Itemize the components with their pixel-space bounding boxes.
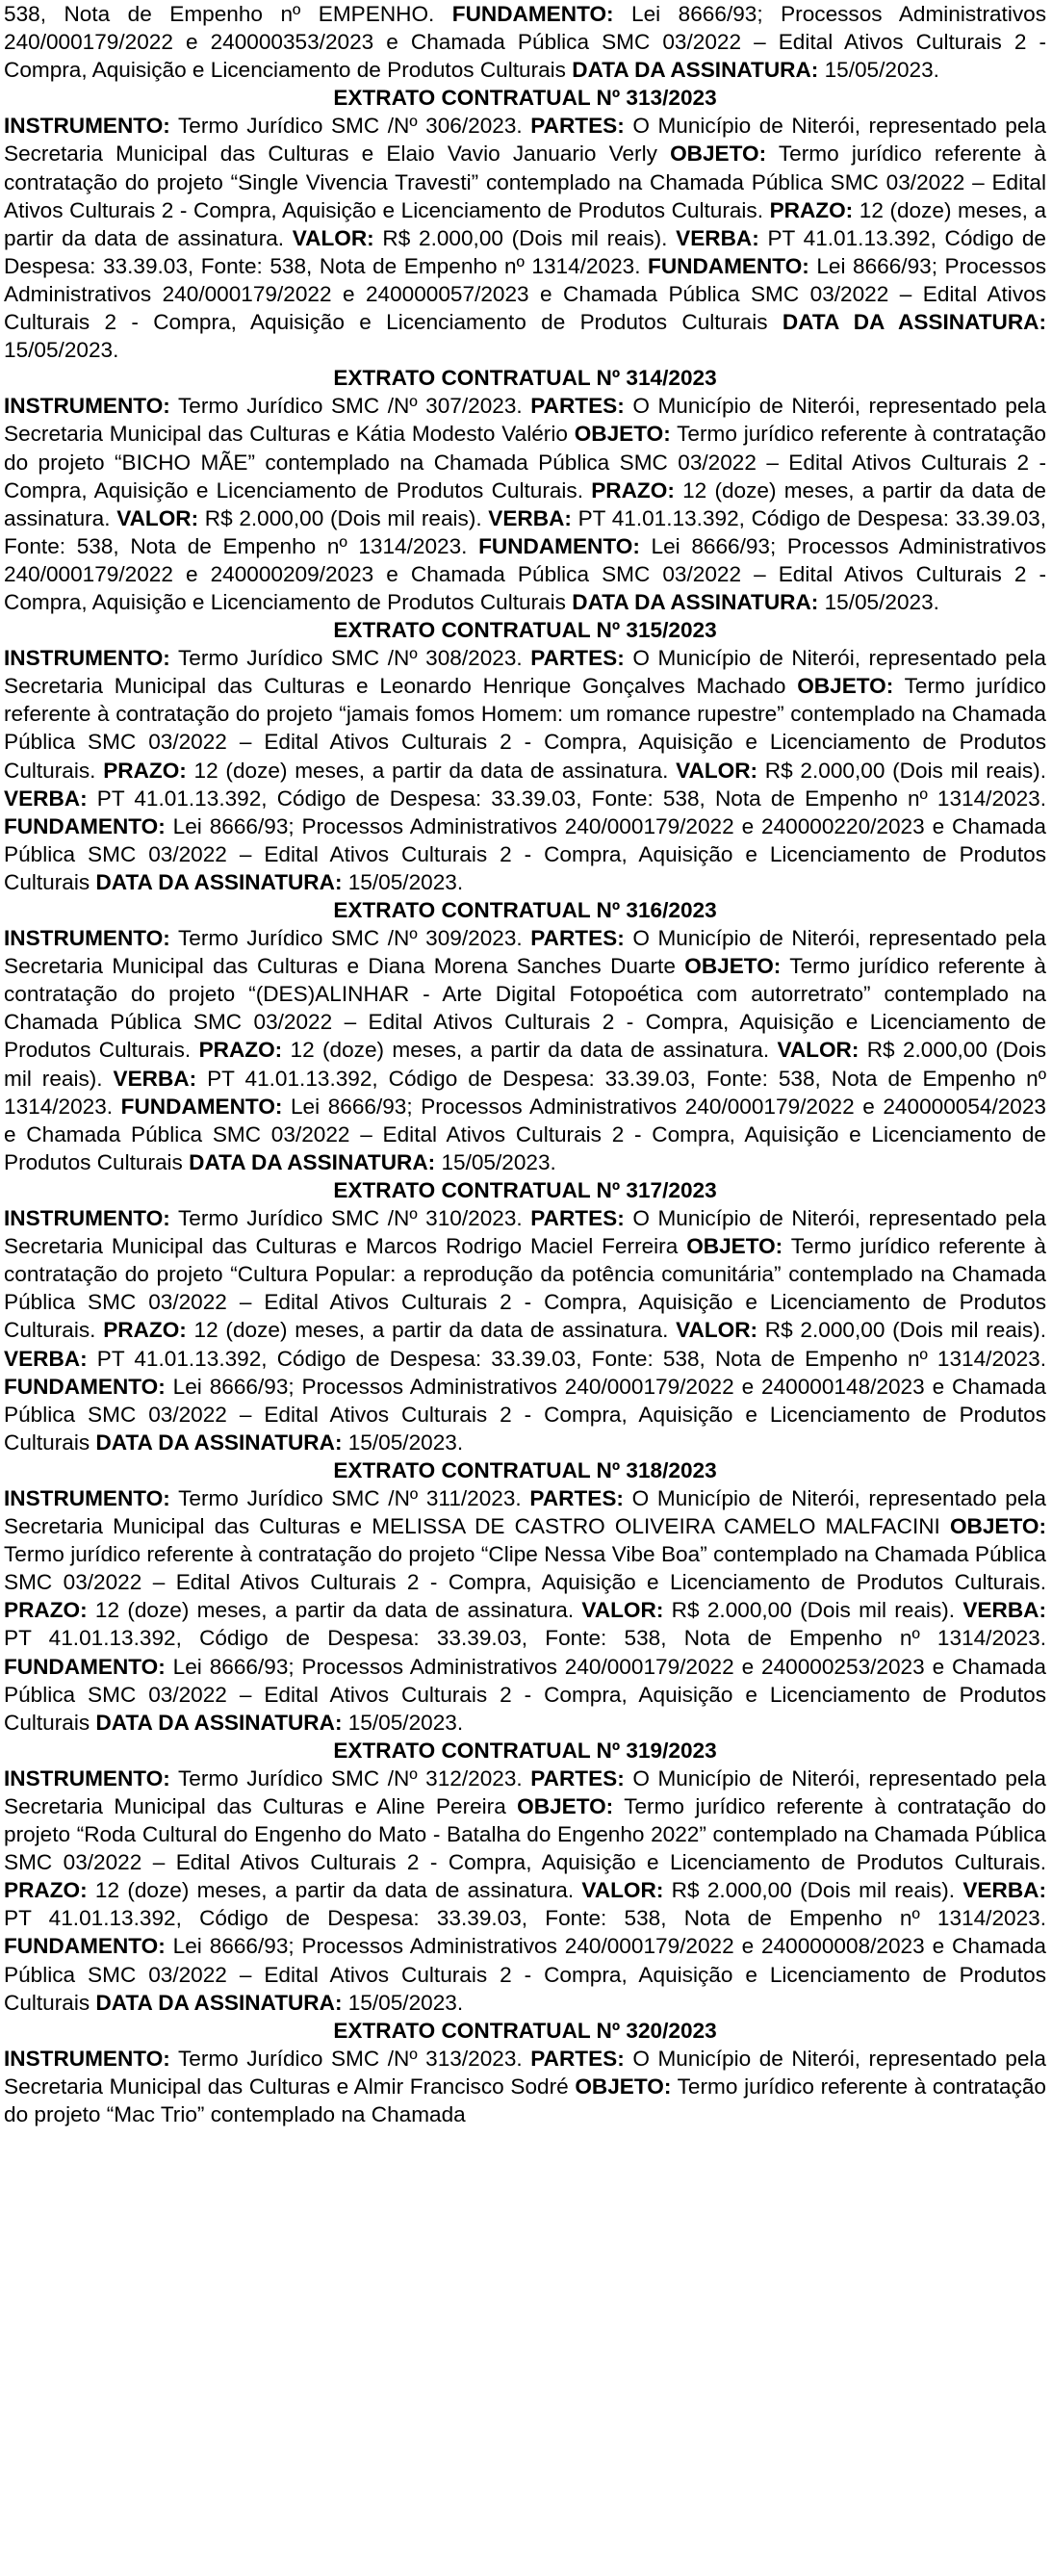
extrato-318 <box>4 1456 1046 1737</box>
extrato-body <box>4 392 1046 616</box>
extrato-body <box>4 112 1046 364</box>
prazo-label: PRAZO: <box>103 1318 187 1343</box>
instrumento-text: Termo Jurídico SMC /Nº 313/2023. <box>169 2046 531 2071</box>
extrato-319 <box>4 1737 1046 2017</box>
fundamento-label: FUNDAMENTO: <box>4 1654 166 1679</box>
extrato-314 <box>4 364 1046 616</box>
valor-text: R$ 2.000,00 (Dois mil reais). <box>757 1318 1046 1343</box>
objeto-text: Termo jurídico referente à contratação do projeto “jamais fomos Homem: um romance rupestre” contemplado na Chamada Pública SMC 03/2022 – Edital Ativos Culturais 2 - Compra, Aquisição e Licenciamento de Produtos Culturais. <box>4 674 1046 783</box>
prazo-text: 12 (doze) meses, a partir da data de assinatura. <box>186 758 677 783</box>
prazo-text: 12 (doze) meses, a partir da data de assinatura. <box>4 197 1047 250</box>
fundamento-label: FUNDAMENTO: <box>451 2 614 26</box>
fundamento-text: Lei 8666/93; Processos Administrativos 240/000179/2022 e 240000209/2023 e Chamada Pública SMC 03/2022 – Edital Ativos Culturais 2 - Compra, Aquisição e Licenciamento de Produtos Culturais <box>4 533 1046 614</box>
extrato-title: EXTRATO CONTRATUAL Nº 319/2023 <box>333 1738 717 1763</box>
extrato-320 <box>4 2017 1046 2128</box>
valor-label: VALOR: <box>581 1878 664 1903</box>
extrato-title: EXTRATO CONTRATUAL Nº 315/2023 <box>333 618 717 643</box>
fundamento-label: FUNDAMENTO: <box>648 253 809 278</box>
objeto-label: OBJETO: <box>575 2074 672 2099</box>
fundamento-text: Lei 8666/93; Processos Administrativos 240/000179/2022 e 240000054/2023 e Chamada Pública SMC 03/2022 – Edital Ativos Culturais 2 - Compra, Aquisição e Licenciamento de Produtos Culturais <box>4 1094 1046 1174</box>
partes-text: O Município de Niterói, representado pela Secretaria Municipal das Culturas e MELISSA DE CASTRO OLIVEIRA CAMELO MALFACINI <box>4 1485 1047 1539</box>
extrato-title: EXTRATO CONTRATUAL Nº 318/2023 <box>333 1457 717 1482</box>
data-assinatura-label: DATA DA ASSINATURA: <box>782 310 1046 335</box>
extrato-body <box>4 1484 1046 1737</box>
data-assinatura-text: 15/05/2023. <box>342 1710 464 1735</box>
extrato-body <box>4 924 1046 1176</box>
valor-text: R$ 2.000,00 (Dois mil reais). <box>663 1598 963 1623</box>
partes-text: O Município de Niterói, representado pela Secretaria Municipal das Culturas e Marcos Rodrigo Maciel Ferreira <box>4 1206 1046 1259</box>
partes-label: PARTES: <box>530 1206 625 1231</box>
instrumento-label: INSTRUMENTO: <box>4 926 170 951</box>
valor-label: VALOR: <box>676 758 758 783</box>
prazo-label: PRAZO: <box>198 1038 283 1063</box>
verba-text: PT 41.01.13.392, Código de Despesa: 33.39.03, Fonte: 538, Nota de Empenho nº 1314/2023. <box>4 1626 1046 1651</box>
instrumento-text: Termo Jurídico SMC /Nº 307/2023. <box>169 394 531 419</box>
objeto-label: OBJETO: <box>686 1234 783 1259</box>
instrumento-label: INSTRUMENTO: <box>4 646 170 671</box>
objeto-label: OBJETO: <box>574 422 671 447</box>
prazo-label: PRAZO: <box>103 758 187 783</box>
prazo-text: 12 (doze) meses, a partir da data de assinatura. <box>4 477 1046 530</box>
data-assinatura-text: 15/05/2023. <box>4 338 119 363</box>
data-assinatura-text: 15/05/2023. <box>342 1990 464 2015</box>
objeto-text: Termo jurídico referente à contratação do projeto “Mac Trio” contemplado na Chamada <box>4 2074 1046 2127</box>
prazo-label: PRAZO: <box>4 1598 88 1623</box>
data-assinatura-label: DATA DA ASSINATURA: <box>95 1430 343 1455</box>
valor-text: R$ 2.000,00 (Dois mil reais). <box>757 758 1046 783</box>
prazo-text: 12 (doze) meses, a partir da data de assinatura. <box>87 1878 582 1903</box>
data-assinatura-label: DATA DA ASSINATURA: <box>189 1149 436 1174</box>
objeto-label: OBJETO: <box>517 1794 614 1818</box>
extrato-body <box>4 644 1046 896</box>
instrumento-label: INSTRUMENTO: <box>4 2046 170 2071</box>
verba-label: VERBA: <box>4 786 88 811</box>
prazo-label: PRAZO: <box>591 477 675 502</box>
partes-label: PARTES: <box>530 926 625 951</box>
instrumento-text: Termo Jurídico SMC /Nº 312/2023. <box>169 1765 531 1790</box>
partes-label: PARTES: <box>530 394 625 419</box>
valor-label: VALOR: <box>676 1318 758 1343</box>
extrato-title: EXTRATO CONTRATUAL Nº 320/2023 <box>333 2018 717 2043</box>
data-assinatura-text: 15/05/2023. <box>435 1149 556 1174</box>
objeto-text: Termo jurídico referente à contratação do projeto “Single Vivencia Travesti” contemplado na Chamada Pública SMC 03/2022 – Edital Ativos Culturais 2 - Compra, Aquisição e Licenciamento de Produtos Culturais. <box>4 142 1046 222</box>
prazo-text: 12 (doze) meses, a partir da data de assinatura. <box>87 1598 582 1623</box>
extrato-body <box>4 1204 1046 1456</box>
fundamento-text: Lei 8666/93; Processos Administrativos 240/000179/2022 e 240000008/2023 e Chamada Pública SMC 03/2022 – Edital Ativos Culturais 2 - Compra, Aquisição e Licenciamento de Produtos Culturais <box>4 1934 1046 2015</box>
verba-label: VERBA: <box>962 1878 1046 1903</box>
objeto-text: Termo jurídico referente à contratação do projeto “Cultura Popular: a reprodução da potência comunitária” contemplado na Chamada Pública SMC 03/2022 – Edital Ativos Culturais 2 - Compra, Aquisição e Licenciamento de Produtos Culturais. <box>4 1234 1046 1343</box>
partes-label: PARTES: <box>530 1765 625 1790</box>
fundamento-label: FUNDAMENTO: <box>120 1094 283 1119</box>
instrumento-label: INSTRUMENTO: <box>4 1765 170 1790</box>
objeto-label: OBJETO: <box>670 142 767 167</box>
extrato-315 <box>4 616 1046 896</box>
fundamento-label: FUNDAMENTO: <box>4 813 166 838</box>
fundamento-label: FUNDAMENTO: <box>478 533 640 558</box>
objeto-text: Termo jurídico referente à contratação do projeto “BICHO MÃE” contemplado na Chamada Pública SMC 03/2022 – Edital Ativos Culturais 2 - Compra, Aquisição e Licenciamento de Produtos Culturais. <box>4 422 1046 502</box>
verba-text: PT 41.01.13.392, Código de Despesa: 33.39.03, Fonte: 538, Nota de Empenho nº 1314/2023. <box>87 1346 1046 1371</box>
data-assinatura-label: DATA DA ASSINATURA: <box>572 589 819 614</box>
valor-text: R$ 2.000,00 (Dois mil reais). <box>663 1878 963 1903</box>
objeto-label: OBJETO: <box>684 954 782 979</box>
extrato-title: EXTRATO CONTRATUAL Nº 313/2023 <box>333 86 717 111</box>
instrumento-text: Termo Jurídico SMC /Nº 306/2023. <box>169 114 531 139</box>
fundamento-text: Lei 8666/93; Processos Administrativos 240/000179/2022 e 240000353/2023 e Chamada Pública SMC 03/2022 – Edital Ativos Culturais 2 - Compra, Aquisição e Licenciamento de Produtos Culturais <box>4 2 1047 83</box>
valor-label: VALOR: <box>116 505 199 530</box>
extrato-body <box>4 2045 1046 2128</box>
instrumento-text: Termo Jurídico SMC /Nº 308/2023. <box>169 646 531 671</box>
fundamento-text: Lei 8666/93; Processos Administrativos 240/000179/2022 e 240000148/2023 e Chamada Pública SMC 03/2022 – Edital Ativos Culturais 2 - Compra, Aquisição e Licenciamento de Produtos Culturais <box>4 1374 1046 1455</box>
extrato-317 <box>4 1176 1046 1456</box>
objeto-text: Termo jurídico referente à contratação do projeto “Roda Cultural do Engenho do Mato - Batalha do Engenho 2022” contemplado na Chamada Pública SMC 03/2022 – Edital Ativos Culturais 2 - Compra, Aquisição e Licenciamento de Produtos Culturais. <box>4 1794 1046 1875</box>
verba-label: VERBA: <box>113 1066 197 1091</box>
instrumento-label: INSTRUMENTO: <box>4 1206 170 1231</box>
fundamento-text: Lei 8666/93; Processos Administrativos 240/000179/2022 e 240000220/2023 e Chamada Pública SMC 03/2022 – Edital Ativos Culturais 2 - Compra, Aquisição e Licenciamento de Produtos Culturais <box>4 813 1046 894</box>
valor-label: VALOR: <box>292 225 374 250</box>
verba-text: PT 41.01.13.392, Código de Despesa: 33.39.03, Fonte: 538, Nota de Empenho nº 1314/2023. <box>4 505 1046 558</box>
extrato-title: EXTRATO CONTRATUAL Nº 314/2023 <box>333 366 717 391</box>
instrumento-text: Termo Jurídico SMC /Nº 309/2023. <box>169 926 531 951</box>
extrato-316 <box>4 896 1046 1176</box>
verba-label: VERBA: <box>488 505 572 530</box>
intro-paragraph <box>4 0 1046 84</box>
partes-text: O Município de Niterói, representado pela Secretaria Municipal das Culturas e Almir Francisco Sodré <box>4 2046 1046 2099</box>
verba-text: PT 41.01.13.392, Código de Despesa: 33.39.03, Fonte: 538, Nota de Empenho nº 1314/2023. <box>4 225 1046 278</box>
objeto-text: Termo jurídico referente à contratação do projeto “(DES)ALINHAR - Arte Digital Fotopoética com autorretrato” contemplado na Chamada Pública SMC 03/2022 – Edital Ativos Culturais 2 - Compra, Aquisição e Licenciamento de Produtos Culturais. <box>4 954 1046 1063</box>
data-assinatura-label: DATA DA ASSINATURA: <box>95 869 343 894</box>
verba-label: VERBA: <box>676 225 759 250</box>
verba-label: VERBA: <box>4 1346 88 1371</box>
partes-text: O Município de Niterói, representado pela Secretaria Municipal das Culturas e Aline Pereira <box>4 1765 1046 1818</box>
instrumento-label: INSTRUMENTO: <box>4 1485 170 1510</box>
verba-text: PT 41.01.13.392, Código de Despesa: 33.39.03, Fonte: 538, Nota de Empenho nº 1314/2023. <box>4 1066 1047 1119</box>
extrato-title: EXTRATO CONTRATUAL Nº 317/2023 <box>333 1177 717 1202</box>
data-assinatura-label: DATA DA ASSINATURA: <box>572 58 819 83</box>
instrumento-text: Termo Jurídico SMC /Nº 311/2023. <box>169 1485 530 1510</box>
verba-text: PT 41.01.13.392, Código de Despesa: 33.39.03, Fonte: 538, Nota de Empenho nº 1314/2023. <box>4 1906 1046 1931</box>
objeto-label: OBJETO: <box>949 1514 1046 1539</box>
data-assinatura-text: 15/05/2023. <box>342 869 464 894</box>
partes-text: O Município de Niterói, representado pela Secretaria Municipal das Culturas e Kátia Modesto Valério <box>4 394 1046 447</box>
intro-text: 538, Nota de Empenho nº EMPENHO. <box>4 2 452 26</box>
fundamento-label: FUNDAMENTO: <box>4 1934 166 1959</box>
prazo-text: 12 (doze) meses, a partir da data de assinatura. <box>186 1318 677 1343</box>
valor-text: R$ 2.000,00 (Dois mil reais). <box>373 225 677 250</box>
verba-text: PT 41.01.13.392, Código de Despesa: 33.39.03, Fonte: 538, Nota de Empenho nº 1314/2023. <box>87 786 1046 811</box>
objeto-text: Termo jurídico referente à contratação do projeto “Clipe Nessa Vibe Boa” contemplado na Chamada Pública SMC 03/2022 – Edital Ativos Culturais 2 - Compra, Aquisição e Licenciamento de Produtos Culturais. <box>4 1542 1046 1595</box>
data-assinatura-text: 15/05/2023. <box>342 1430 464 1455</box>
partes-label: PARTES: <box>530 114 625 139</box>
extrato-title: EXTRATO CONTRATUAL Nº 316/2023 <box>333 898 717 922</box>
partes-text: O Município de Niterói, representado pela Secretaria Municipal das Culturas e Elaio Vavio Januario Verly <box>4 114 1046 167</box>
instrumento-label: INSTRUMENTO: <box>4 394 170 419</box>
data-assinatura-text: 15/05/2023. <box>818 589 939 614</box>
data-assinatura-label: DATA DA ASSINATURA: <box>95 1710 343 1735</box>
valor-text: R$ 2.000,00 (Dois mil reais). <box>4 1038 1046 1091</box>
data-assinatura-label: DATA DA ASSINATURA: <box>95 1990 343 2015</box>
extrato-313 <box>4 84 1046 364</box>
prazo-label: PRAZO: <box>4 1878 88 1903</box>
partes-label: PARTES: <box>530 646 625 671</box>
partes-text: O Município de Niterói, representado pela Secretaria Municipal das Culturas e Leonardo Henrique Gonçalves Machado <box>4 646 1046 699</box>
valor-label: VALOR: <box>777 1038 860 1063</box>
data-assinatura-text: 15/05/2023. <box>818 58 939 83</box>
valor-label: VALOR: <box>581 1598 664 1623</box>
instrumento-text: Termo Jurídico SMC /Nº 310/2023. <box>169 1206 531 1231</box>
verba-label: VERBA: <box>962 1598 1046 1623</box>
objeto-label: OBJETO: <box>797 674 894 699</box>
fundamento-text: Lei 8666/93; Processos Administrativos 240/000179/2022 e 240000253/2023 e Chamada Pública SMC 03/2022 – Edital Ativos Culturais 2 - Compra, Aquisição e Licenciamento de Produtos Culturais <box>4 1654 1046 1735</box>
fundamento-label: FUNDAMENTO: <box>4 1374 166 1399</box>
fundamento-text: Lei 8666/93; Processos Administrativos 240/000179/2022 e 240000057/2023 e Chamada Pública SMC 03/2022 – Edital Ativos Culturais 2 - Compra, Aquisição e Licenciamento de Produtos Culturais <box>4 253 1046 335</box>
valor-text: R$ 2.000,00 (Dois mil reais). <box>198 505 489 530</box>
partes-label: PARTES: <box>529 1485 624 1510</box>
partes-text: O Município de Niterói, representado pela Secretaria Municipal das Culturas e Diana Morena Sanches Duarte <box>4 926 1046 979</box>
prazo-text: 12 (doze) meses, a partir da data de assinatura. <box>282 1038 778 1063</box>
prazo-label: PRAZO: <box>769 197 854 222</box>
instrumento-label: INSTRUMENTO: <box>4 114 170 139</box>
extrato-body <box>4 1765 1046 2017</box>
partes-label: PARTES: <box>530 2046 625 2071</box>
